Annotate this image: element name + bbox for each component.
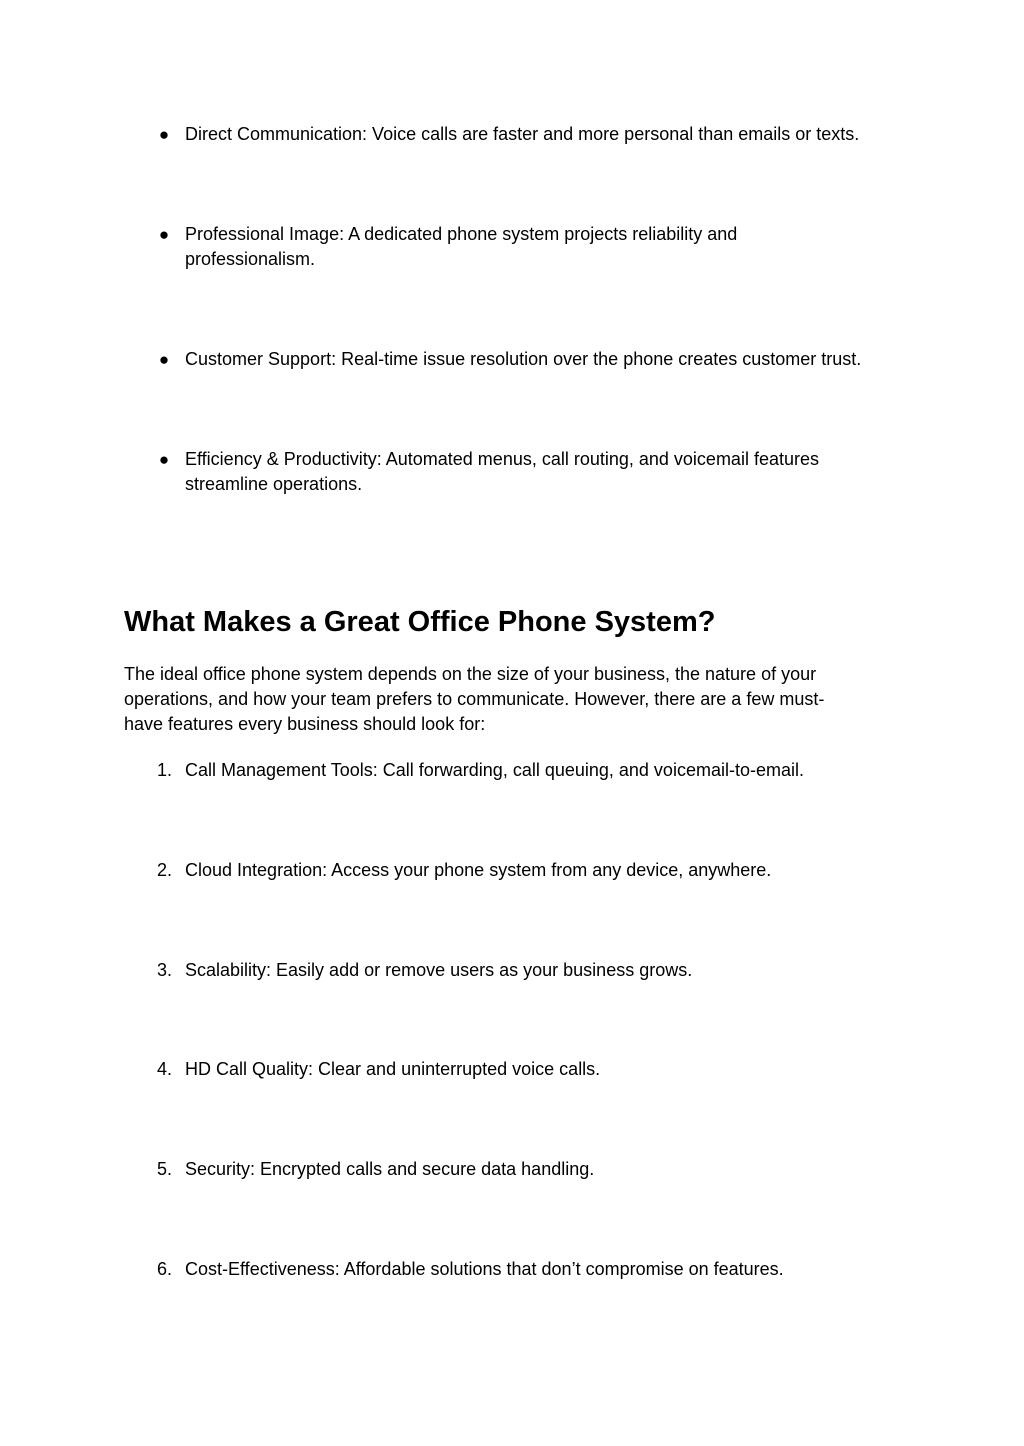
- list-number: 2.: [156, 860, 172, 880]
- numbered-item-text: Scalability: Easily add or remove users as your business grows.: [185, 960, 693, 980]
- numbered-item: [150, 958, 910, 983]
- bullet-marker: ●: [158, 350, 170, 369]
- bullet-item: [150, 447, 910, 497]
- numbered-item-text: Cloud Integration: Access your phone system from any device, anywhere.: [185, 860, 772, 880]
- numbered-item-text: HD Call Quality: Clear and uninterrupted voice calls.: [185, 1059, 601, 1079]
- numbered-item: [150, 858, 910, 883]
- numbered-item: [150, 758, 910, 783]
- list-number: 3.: [156, 960, 172, 980]
- numbered-item: [150, 1157, 910, 1182]
- list-number: 6.: [156, 1259, 172, 1279]
- bullet-text: Customer Support: Real-time issue resolution over the phone creates customer trust.: [185, 349, 862, 369]
- numbered-item-text: Call Management Tools: Call forwarding, call queuing, and voicemail-to-email.: [185, 760, 804, 780]
- intro-paragraph: The ideal office phone system depends on the size of your business, the nature of your operations, and how your team prefers to communicate. However, there are a few must-have features every business should look for:: [124, 664, 825, 734]
- list-number: 5.: [156, 1159, 172, 1179]
- bullet-item: [150, 222, 910, 272]
- numbered-item: [150, 1057, 910, 1082]
- section-heading: What Makes a Great Office Phone System?: [124, 606, 716, 638]
- bullet-marker: ●: [158, 450, 170, 469]
- bullet-item: [150, 347, 910, 372]
- numbered-item-text: Security: Encrypted calls and secure data handling.: [185, 1159, 595, 1179]
- bullet-item: [150, 122, 910, 147]
- bullet-text: Efficiency & Productivity: Automated menus, call routing, and voicemail features streamline operations.: [185, 449, 819, 494]
- numbered-item-text: Cost-Effectiveness: Affordable solutions that don’t compromise on features.: [185, 1259, 784, 1279]
- list-number: 4.: [156, 1059, 172, 1079]
- bullet-marker: ●: [158, 125, 170, 144]
- bullet-text: Professional Image: A dedicated phone system projects reliability and professionalism.: [185, 224, 738, 269]
- numbered-item: [150, 1257, 910, 1282]
- bullet-text: Direct Communication: Voice calls are faster and more personal than emails or texts.: [185, 124, 860, 144]
- bullet-marker: ●: [158, 225, 170, 244]
- list-number: 1.: [156, 760, 172, 780]
